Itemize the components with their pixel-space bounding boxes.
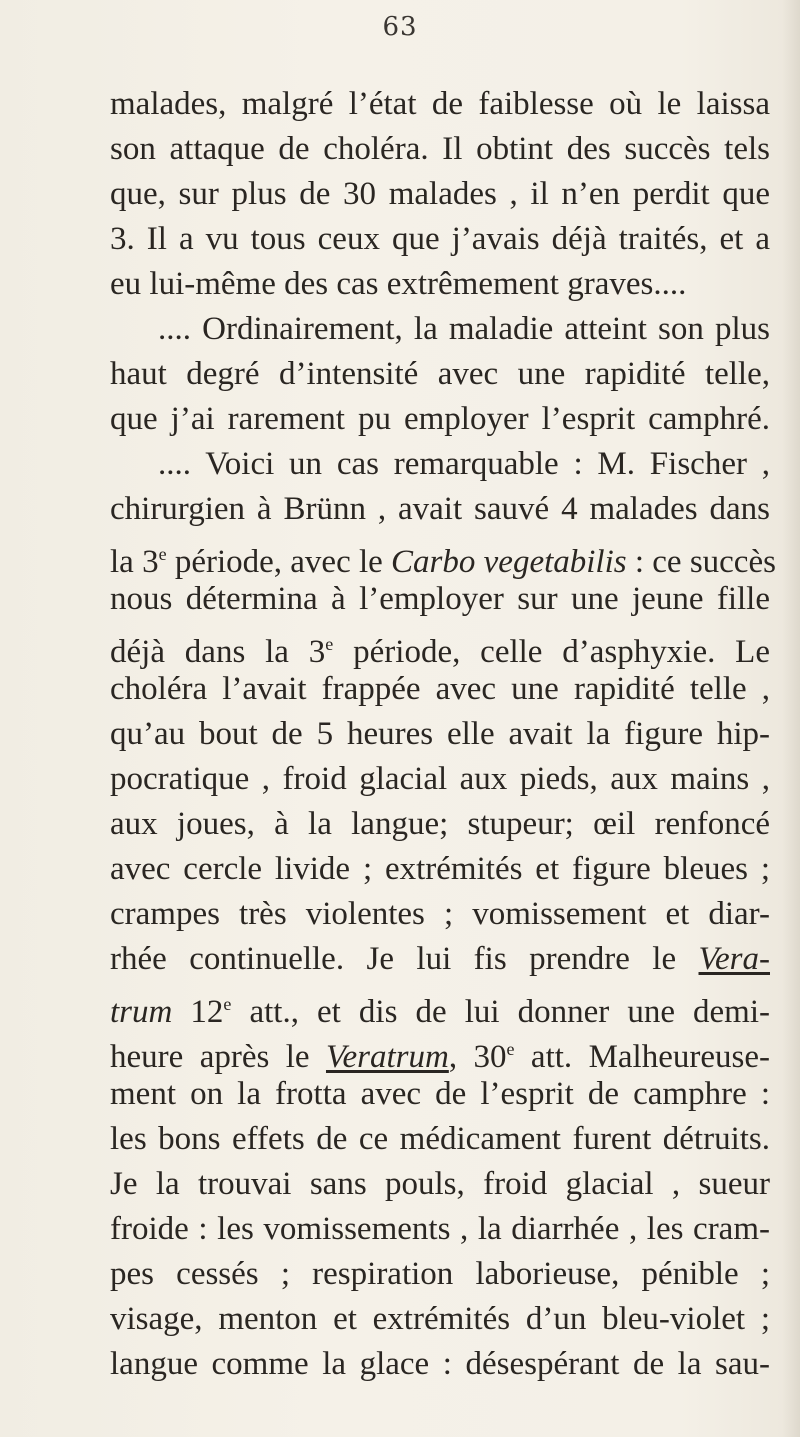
- text-line: que j’ai rarement pu employer l’esprit camphré.: [110, 401, 770, 437]
- text-line: la 3e période, avec le Carbo vegetabilis : ce succès: [110, 544, 776, 580]
- text-line: son attaque de choléra. Il obtint des succès tels: [110, 131, 770, 167]
- text-line: qu’au bout de 5 heures elle avait la figure hip-: [110, 716, 770, 752]
- text-line: rhée continuelle. Je lui fis prendre le Vera-: [110, 941, 770, 977]
- text-line: chirurgien à Brünn , avait sauvé 4 malades dans: [110, 491, 770, 527]
- superscript: e: [325, 634, 334, 654]
- page-number: 63: [382, 12, 418, 42]
- text-line: froide : les vomissements , la diarrhée , les cram-: [110, 1211, 770, 1247]
- text-line: nous détermina à l’employer sur une jeune fille: [110, 581, 770, 617]
- text-line: heure après le Veratrum, 30e att. Malheureuse-: [110, 1039, 770, 1075]
- text-line: eu lui-même des cas extrêmement graves....: [110, 266, 687, 302]
- italic-term: Veratrum: [325, 1039, 449, 1075]
- text-line: Je la trouvai sans pouls, froid glacial , sueur: [110, 1166, 770, 1202]
- text-line: 3. Il a vu tous ceux que j’avais déjà traités, et a: [110, 221, 770, 257]
- text-line: crampes très violentes ; vomissement et diar-: [110, 896, 770, 932]
- text-line: avec cercle livide ; extrémités et figure bleues ;: [110, 851, 770, 887]
- text-line: .... Voici un cas remarquable : M. Fischer ,: [158, 446, 770, 482]
- text-line: les bons effets de ce médicament furent détruits.: [110, 1121, 770, 1157]
- text-line: malades, malgré l’état de faiblesse où le laissa: [110, 86, 770, 122]
- text-line: haut degré d’intensité avec une rapidité telle,: [110, 356, 770, 392]
- page-edge-shadow: [782, 0, 800, 1437]
- text-line: langue comme la glace : désespérant de la sau-: [110, 1346, 770, 1382]
- superscript: e: [158, 544, 167, 564]
- text-line: pocratique , froid glacial aux pieds, aux mains ,: [110, 761, 770, 797]
- text-line: déjà dans la 3e période, celle d’asphyxie. Le: [110, 634, 770, 670]
- superscript: e: [223, 994, 232, 1014]
- text-line: pes cessés ; respiration laborieuse, pénible ;: [110, 1256, 770, 1292]
- italic-term: Carbo vegetabilis: [391, 544, 627, 580]
- superscript: e: [506, 1039, 515, 1059]
- text-line: choléra l’avait frappée avec une rapidité telle ,: [110, 671, 770, 707]
- text-line: visage, menton et extrémités d’un bleu-violet ;: [110, 1301, 770, 1337]
- text-line: .... Ordinairement, la maladie atteint son plus: [158, 311, 770, 347]
- italic-term: Vera-: [698, 941, 770, 977]
- text-line: aux joues, à la langue; stupeur; œil renfoncé: [110, 806, 770, 842]
- text-line: trum 12e att., et dis de lui donner une demi-: [110, 994, 770, 1030]
- italic-term: trum: [110, 994, 173, 1030]
- text-line: que, sur plus de 30 malades , il n’en perdit que: [110, 176, 770, 212]
- text-line: ment on la frotta avec de l’esprit de camphre :: [110, 1076, 770, 1112]
